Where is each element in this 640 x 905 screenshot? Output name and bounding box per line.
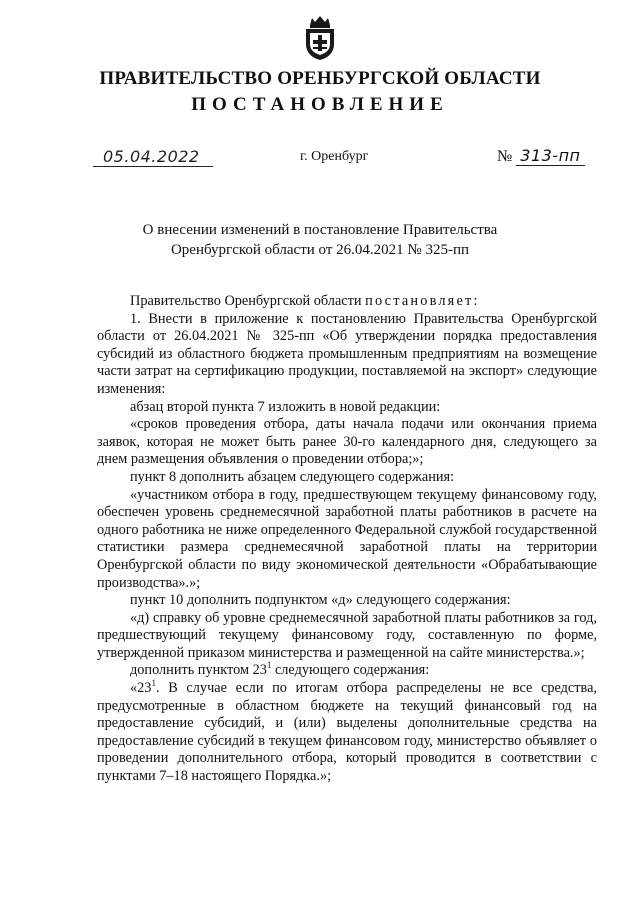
number-value: 313-пп — [516, 146, 584, 166]
document-body — [97, 293, 597, 786]
paragraph-8-text-a: дополнить пунктом 23 — [130, 662, 267, 679]
document-number — [497, 146, 585, 166]
paragraph-9-sup: 1 — [151, 678, 156, 689]
document-date: 05.04.2022 — [93, 147, 213, 167]
paragraph-9-text-a: «23 — [130, 680, 152, 697]
paragraph-4: пункт 8 дополнить абзацем следующего содержания: — [130, 468, 455, 485]
preamble-resolves: постановляет: — [365, 293, 480, 309]
paragraph-1: 1. Внести в приложение к постановлению Правительства Оренбургской области от 26.04.2021 № 325-пп «Об утверждении порядка предоставления субсидий из областного бюджета промышленным предприятиям на возмещение части затрат на сертификацию продукции, поставляемой на экспорт» следующие изменения: — [97, 310, 597, 397]
preamble-paragraph — [97, 293, 597, 311]
preamble-text: Правительство Оренбургской области — [130, 293, 366, 309]
coat-of-arms-icon — [303, 16, 337, 60]
paragraph-8-text-b: следующего содержания: — [271, 662, 430, 679]
subject-line-2: Оренбургской области от 26.04.2021 № 325-пп — [170, 242, 470, 258]
document-type: ПОСТАНОВЛЕНИЕ — [191, 94, 449, 115]
number-sign: № — [497, 148, 513, 165]
paragraph-3: «сроков проведения отбора, даты начала подачи или окончания приема заявок, которая не может быть ранее 30-го календарного дня, следующего за днем размещения объявления о проведении отбора;»; — [97, 416, 597, 468]
paragraph-8-sup: 1 — [266, 660, 272, 671]
subject-line-1: О внесении изменений в постановление Правительства — [142, 222, 498, 238]
paragraph-8 — [97, 662, 597, 680]
paragraph-6: пункт 10 дополнить подпунктом «д» следующего содержания: — [130, 592, 511, 609]
paragraph-7: «д) справку об уровне среднемесячной заработной платы работников за год, предшествующий текущему финансовому году, составленную по форме, утвержденной приказом министерства и размещенной на сайте министерства.»; — [97, 609, 597, 661]
paragraph-9 — [97, 680, 597, 786]
paragraph-9-text-b: . В случае если по итогам отбора распределены не все средства, предусмотренные в областном бюджете на текущий финансовый год на предоставление субсидий, и (или) выделены дополнительные средства на предоставление субсидий в текущем финансовом году, министерство объявляет о проведении дополнительного отбора, который проводится в соответствии с пунктами 7–18 настоящего Порядка.»; — [97, 680, 597, 785]
document-city: г. Оренбург — [300, 149, 369, 164]
paragraph-5: «участником отбора в году, предшествующем текущему финансовому году, обеспечен уровень среднемесячной заработной платы работников в расчете на одного работника не ниже определенного Федеральной службой государственной статистики размера среднемесячной заработной платы на территории Оренбургской области по виду экономической деятельности «Обрабатывающие производства».»; — [97, 486, 597, 591]
document-subject — [140, 220, 500, 260]
government-title: ПРАВИТЕЛЬСТВО ОРЕНБУРГСКОЙ ОБЛАСТИ — [99, 68, 541, 89]
paragraph-2: абзац второй пункта 7 изложить в новой редакции: — [130, 398, 441, 415]
